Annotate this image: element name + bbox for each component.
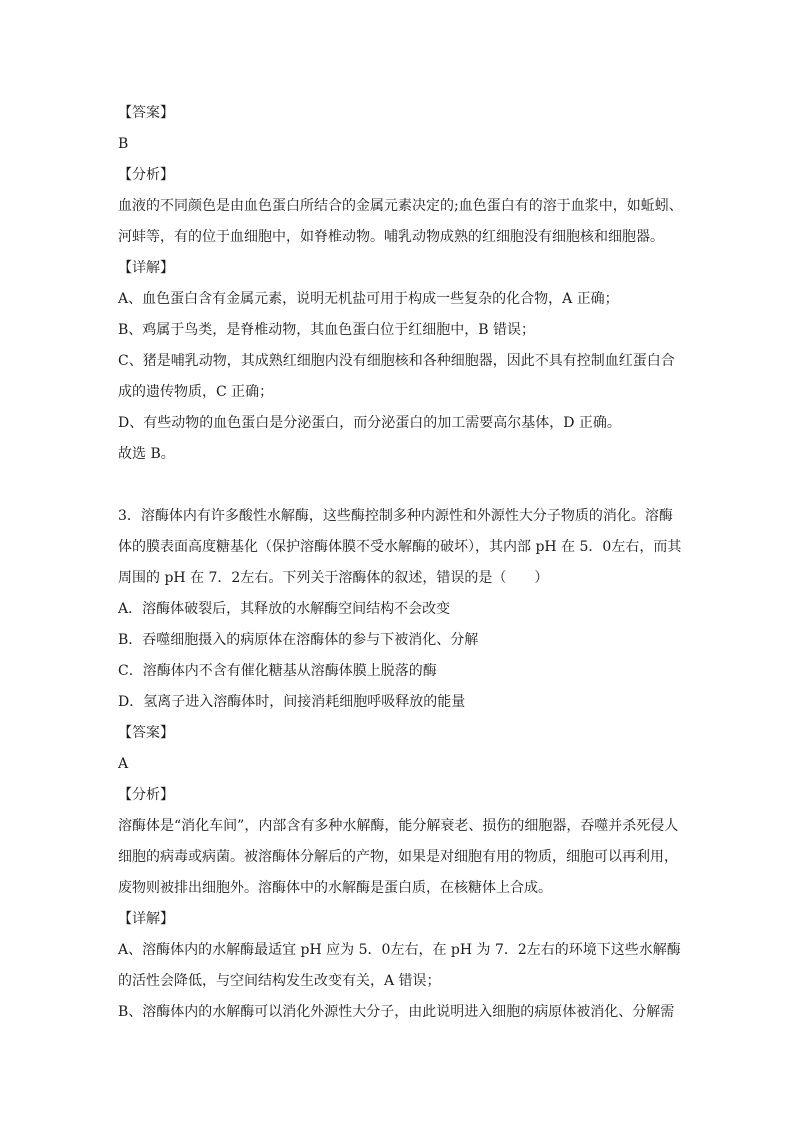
q3-answer: A [118, 756, 129, 772]
q3-analysis-line: 细胞的病毒或病菌。被溶酶体分解后的产物，如果是对细胞有用的物质，细胞可以再利用， [118, 849, 678, 865]
q2-analysis-heading: 【分析】 [118, 167, 174, 183]
q3-option-c: C．溶酶体内不含有催化糖基从溶酶体膜上脱落的酶 [118, 663, 437, 679]
q3-analysis-line: 溶酶体是“消化车间”，内部含有多种水解酶，能分解衰老、损伤的细胞器，吞噬并杀死侵人 [118, 818, 679, 834]
q3-stem-line: 周围的 pH 在 7．2左右。下列关于溶酶体的叙述，错误的是（ ） [118, 570, 549, 586]
q2-detail-line: A、血色蛋白含有金属元素，说明无机盐可用于构成一些复杂的化合物，A 正确； [118, 291, 619, 307]
q3-detail-line: B、溶酶体内的水解酶可以消化外源性大分子，由此说明进入细胞的病原体被消化、分解需 [118, 1004, 675, 1020]
q2-detail-line: 故选 B。 [118, 446, 175, 462]
q3-option-a: A．溶酶体破裂后，其释放的水解酶空间结构不会改变 [118, 601, 451, 617]
q2-detail-line: B、鸡属于鸟类，是脊椎动物，其血色蛋白位于红细胞中，B 错误； [118, 322, 536, 338]
q2-detail-line: C、猪是哺乳动物，其成熟红细胞内没有细胞核和各种细胞器，因此不具有控制血红蛋白合 [118, 353, 675, 369]
q2-analysis-line: 血液的不同颜色是由血色蛋白所结合的金属元素决定的;血色蛋白有的溶于血浆中，如蚯蚓、 [118, 198, 683, 214]
q3-stem-line: 3．溶酶体内有许多酸性水解酶，这些酶控制多种内源性和外源性大分子物质的消化。溶酶 [118, 508, 673, 524]
q3-stem-line: 体的膜表面高度糖基化（保护溶酶体膜不受水解酶的破坏），其内部 pH 在 5．0左右，而其 [118, 539, 682, 555]
q3-detail-line: 的活性会降低，与空间结构发生改变有关，A 错误； [118, 973, 441, 989]
q2-answer-heading: 【答案】 [118, 105, 174, 121]
q2-detail-line: D、有些动物的血色蛋白是分泌蛋白，而分泌蛋白的加工需要高尔基体，D 正确。 [118, 415, 621, 431]
q2-detail-line: 成的遗传物质，C 正确； [118, 384, 274, 400]
q2-answer: B [118, 136, 129, 152]
q3-detail-heading: 【详解】 [118, 911, 174, 927]
q2-analysis-line: 河蚌等，有的位于血细胞中，如脊椎动物。哺乳动物成熟的红细胞没有细胞核和细胞器。 [118, 229, 664, 245]
q3-answer-heading: 【答案】 [118, 725, 174, 741]
q3-analysis-heading: 【分析】 [118, 787, 174, 803]
q3-detail-line: A、溶酶体内的水解酶最适宜 pH 应为 5．0左右，在 pH 为 7．2左右的环境下这些水解酶 [118, 942, 681, 958]
q2-detail-heading: 【详解】 [118, 260, 174, 276]
q3-option-d: D．氢离子进入溶酶体时，间接消耗细胞呼吸释放的能量 [118, 694, 466, 710]
q3-analysis-line: 废物则被排出细胞外。溶酶体中的水解酶是蛋白质，在核糖体上合成。 [118, 880, 552, 896]
q3-option-b: B．吞噬细胞摄入的病原体在溶酶体的参与下被消化、分解 [118, 632, 479, 648]
